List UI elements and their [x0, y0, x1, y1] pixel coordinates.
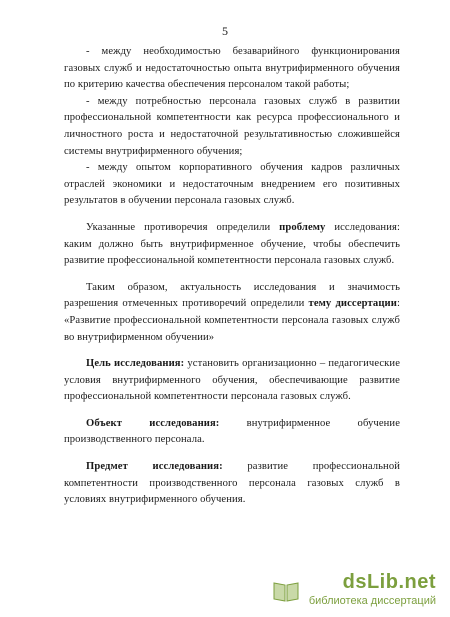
page-number: 5	[222, 24, 228, 38]
topic-term: тему диссертации	[308, 298, 397, 310]
goal-rest: установить организационно – педагогические условия внутрифирменного обучения, обеспечивающие развитие профессиональной компетентности персонала газовых служб.	[64, 358, 401, 403]
document-body	[64, 44, 400, 509]
watermark-site-name[interactable]: dsLib.net	[342, 571, 436, 593]
bullet-item: - между необходимостью безаварийного функционирования газовых служб и недостаточностью опыта внутрифирменного обучения по критерию качества обеспечения персоналом такой работы;	[64, 46, 400, 91]
goal-paragraph	[64, 356, 400, 406]
problem-rest: исследования: каким должно быть внутрифирменное обучение, чтобы обеспечить развитие профессиональной компетентности персонала газовых служб.	[64, 221, 400, 267]
subject-term: Предмет исследования:	[86, 461, 223, 473]
topic-rest: : «Развитие профессиональной компетентности персонала газовых служб во внутрифирменном обучении»	[64, 298, 400, 343]
subject-paragraph	[64, 459, 400, 509]
object-rest: внутрифирменное обучение производственного персонала.	[64, 417, 400, 446]
subject-rest: развитие профессиональной компетентности производственного персонала газовых служб в условиях внутрифирменного обучения.	[64, 461, 400, 506]
topic-lead: Таким образом, актуальность исследования и значимость разрешения отмеченных противоречий определили	[64, 281, 400, 310]
watermark-logo[interactable]	[343, 571, 436, 594]
topic-paragraph	[64, 280, 400, 346]
goal-term: Цель исследования:	[86, 358, 185, 370]
problem-paragraph	[64, 220, 400, 270]
watermark-subtitle: библиотека диссертаций	[308, 595, 436, 607]
object-paragraph	[64, 416, 400, 449]
problem-lead: Указанные противоречия определили	[86, 221, 280, 233]
watermark[interactable]	[246, 571, 436, 607]
problem-term: проблему	[279, 221, 326, 233]
bullet-item: - между потребностью персонала газовых служб в развитии профессиональной компетентности как ресурса профессионального и личностного роста и недостаточной результативностью сложившейся системы внутрифирменного обучения;	[64, 95, 400, 157]
bullet-item: - между опытом корпоративного обучения кадров различных отраслей экономики и недостаточным внедрением его позитивных результатов в обучении персонала газовых служб.	[64, 162, 400, 207]
object-term: Объект исследования:	[86, 417, 220, 429]
